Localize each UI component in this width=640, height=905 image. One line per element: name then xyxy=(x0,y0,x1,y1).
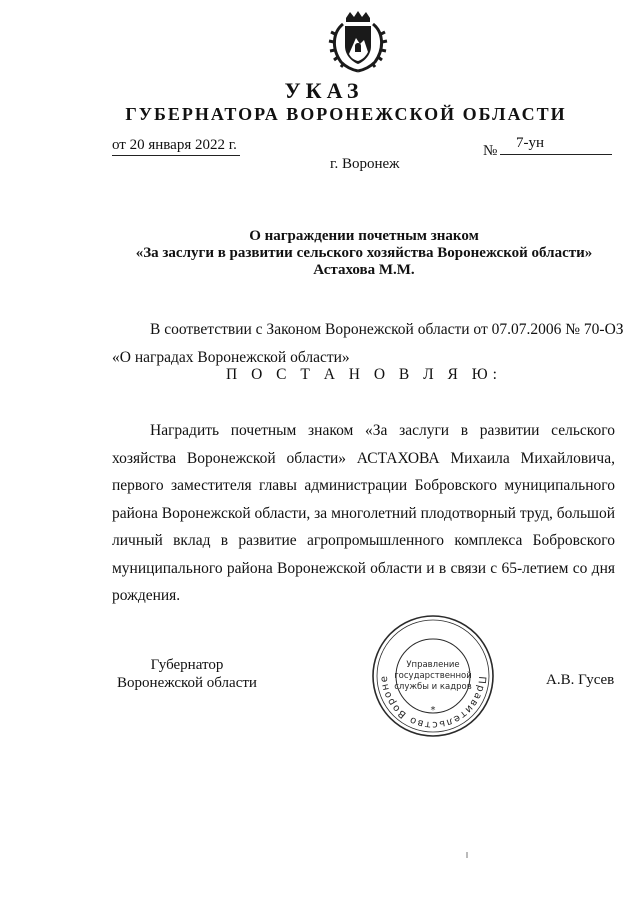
number-label: № xyxy=(483,143,498,159)
stamp-ring-text: Правительство Вороне xyxy=(378,674,488,731)
body-line: личный вклад в развитие агропромышленного комплекса Бобровского xyxy=(112,532,615,549)
stamp-center-line-2: государственной xyxy=(394,671,472,681)
body-line: хозяйства Воронежской области» АСТАХОВА Михаила Михайловича, xyxy=(112,449,615,467)
heading-line-2: «За заслуги в развитии сельского хозяйства Воронежской области» xyxy=(135,245,593,261)
body-line: рождения. xyxy=(112,587,181,604)
role-line-2: Воронежской области xyxy=(117,675,257,691)
document-number: 7-ун xyxy=(500,135,612,155)
role-line-1: Губернатор xyxy=(150,657,224,673)
document-subtitle: ГУБЕРНАТОРА ВОРОНЕЖСКОЙ ОБЛАСТИ xyxy=(125,104,567,124)
scan-mark xyxy=(466,852,468,858)
heading-line-3: Астахова М.М. xyxy=(313,262,415,278)
legal-basis xyxy=(112,316,624,372)
decree-body xyxy=(112,417,615,610)
signatory-name: А.В. Гусев xyxy=(546,672,615,688)
body-line: Наградить почетным знаком «За заслуги в развитии сельского xyxy=(150,422,615,439)
decree-word: П О С Т А Н О В Л Я Ю: xyxy=(226,366,502,383)
basis-line-2: «О наградах Воронежской области» xyxy=(112,349,350,366)
body-line: муниципального района Воронежской области и в связи с 65-летием со дня xyxy=(112,559,615,577)
official-stamp xyxy=(370,613,496,739)
document-date: от 20 января 2022 г. xyxy=(112,137,240,156)
document-title: УКАЗ xyxy=(284,78,364,103)
signatory-role xyxy=(112,656,262,692)
body-line: района Воронежской области, за многолетний плодотворный труд, большой xyxy=(112,504,615,522)
document-city: г. Воронеж xyxy=(330,156,400,172)
basis-line-1: В соответствии с Законом Воронежской области от 07.07.2006 № 70-ОЗ xyxy=(150,321,624,338)
decree-heading xyxy=(0,228,640,279)
svg-text:*: * xyxy=(430,705,436,716)
heading-line-1: О награждении почетным знаком xyxy=(249,228,479,244)
stamp-center-line-1: Управление xyxy=(406,660,460,670)
voronezh-coat-of-arms-icon xyxy=(325,10,391,76)
body-line: первого заместителя главы администрации Бобровского муниципального xyxy=(112,477,615,494)
stamp-center-line-3: службы и кадров xyxy=(394,682,472,692)
